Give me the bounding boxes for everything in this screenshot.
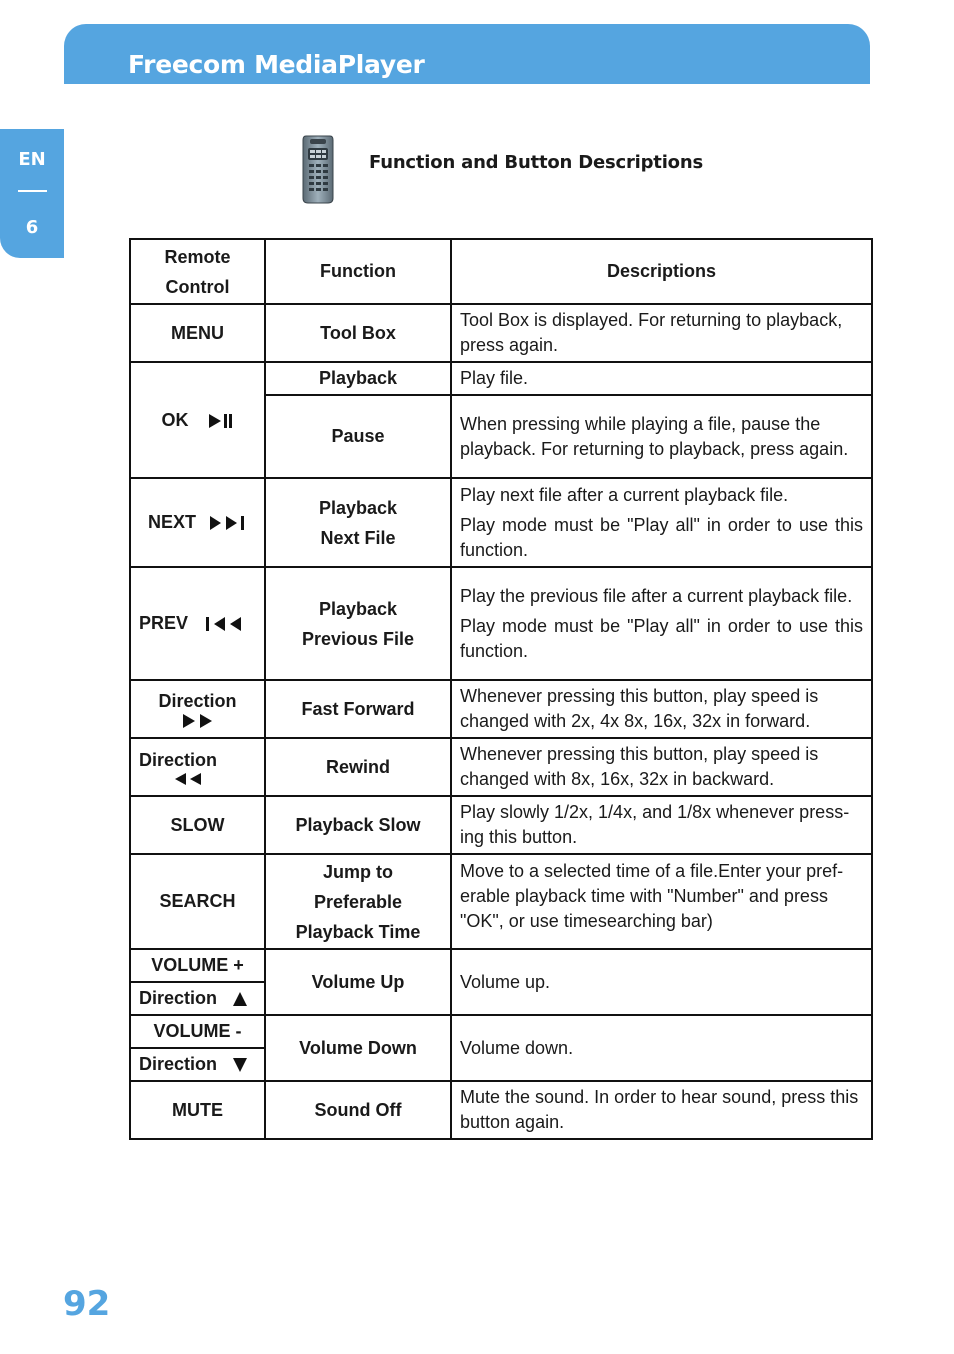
table-row-fast-forward (130, 680, 872, 738)
remote-cell (130, 362, 265, 478)
function-line: Playback (318, 598, 398, 619)
remote-cell: SEARCH (130, 854, 265, 949)
remote-label: Direction (139, 1054, 218, 1074)
function-line: Playback (318, 497, 398, 518)
fast-forward-icon (181, 713, 215, 729)
function-cell: Volume Down (265, 1015, 451, 1081)
function-cell: Fast Forward (265, 680, 451, 738)
table-row-menu (130, 304, 872, 362)
remote-label: Direction (139, 750, 218, 770)
function-cell (265, 854, 451, 949)
function-cell: Volume Up (265, 949, 451, 1015)
header-descriptions: Descriptions (451, 239, 872, 304)
function-cell (265, 478, 451, 567)
remote-label: Direction (158, 691, 237, 711)
remote-cell (130, 982, 265, 1015)
function-table (129, 238, 873, 1140)
description-cell: Volume down. (451, 1015, 872, 1081)
description-cell: When pressing while playing a file, pause the playback. For returning to playback, press again. (451, 395, 872, 478)
function-cell: Pause (265, 395, 451, 478)
up-arrow-icon (232, 991, 248, 1007)
remote-label: OK (161, 409, 189, 430)
table-row-slow (130, 796, 872, 854)
description-line: Play the previous file after a current playback file. (460, 585, 853, 606)
function-cell (265, 567, 451, 680)
function-line: Playback Time (295, 921, 421, 942)
remote-label: PREV (139, 613, 189, 633)
chapter-tab (0, 129, 64, 258)
remote-cell: VOLUME + (130, 949, 265, 982)
table-row-volume-down (130, 1015, 872, 1048)
tab-divider (18, 190, 47, 192)
function-line: Next File (320, 527, 396, 548)
section-title: Function and Button Descriptions (369, 152, 703, 173)
remote-cell: MENU (130, 304, 265, 362)
description-cell: Tool Box is displayed. For returning to playback, press again. (451, 304, 872, 362)
description-cell: Whenever pressing this button, play speed is changed with 2x, 4x 8x, 16x, 32x in forward. (451, 680, 872, 738)
remote-cell: MUTE (130, 1081, 265, 1139)
description-cell (451, 478, 872, 567)
description-line: Play next file after a current playback file. (460, 484, 789, 505)
table-row-rewind (130, 738, 872, 796)
previous-track-icon (205, 616, 243, 632)
next-track-icon (209, 515, 247, 531)
description-cell (451, 567, 872, 680)
remote-cell (130, 1048, 265, 1081)
description-cell: Whenever pressing this button, play speed is changed with 8x, 16x, 32x in backward. (451, 738, 872, 796)
header-function: Function (265, 239, 451, 304)
description-cell: Move to a selected time of a file.Enter your pref-erable playback time with "Number" and press "OK", or use timesearching bar) (451, 854, 872, 949)
header-remote-control: Remote Control (130, 239, 265, 304)
remote-control-icon (302, 134, 334, 204)
remote-cell (130, 567, 265, 680)
function-cell: Playback (265, 362, 451, 395)
remote-label: NEXT (147, 512, 196, 532)
function-line: Previous File (301, 628, 415, 649)
page-number: 92 (63, 1284, 111, 1324)
table-row-mute (130, 1081, 872, 1139)
description-cell: Volume up. (451, 949, 872, 1015)
description-cell: Play file. (451, 362, 872, 395)
language-label: EN (18, 149, 46, 170)
function-cell: Playback Slow (265, 796, 451, 854)
remote-cell: SLOW (130, 796, 265, 854)
rewind-icon (173, 772, 203, 786)
remote-cell (130, 680, 265, 738)
table-row-ok-playback (130, 362, 872, 395)
remote-cell: VOLUME - (130, 1015, 265, 1048)
table-row-volume-up (130, 949, 872, 982)
description-cell: Play slowly 1/2x, 1/4x, and 1/8x whenever press-ing this button. (451, 796, 872, 854)
description-line: Play mode must be "Play all" in order to use this function. (460, 615, 863, 661)
table-row-search (130, 854, 872, 949)
description-cell: Mute the sound. In order to hear sound, press this button again. (451, 1081, 872, 1139)
function-cell: Sound Off (265, 1081, 451, 1139)
table-header-row (130, 239, 872, 304)
function-line: Preferable (313, 891, 403, 912)
chapter-number: 6 (25, 217, 39, 238)
function-line: Jump to (323, 861, 393, 882)
header-title: Freecom MediaPlayer (128, 50, 425, 79)
play-pause-icon (208, 413, 234, 429)
function-cell: Tool Box (265, 304, 451, 362)
description-line: Play mode must be "Play all" in order to use this function. (460, 514, 863, 560)
remote-cell (130, 478, 265, 567)
table-row-prev (130, 567, 872, 680)
remote-cell (130, 738, 265, 796)
down-arrow-icon (232, 1057, 248, 1073)
function-cell: Rewind (265, 738, 451, 796)
table-row-next (130, 478, 872, 567)
remote-label: Direction (139, 988, 218, 1008)
